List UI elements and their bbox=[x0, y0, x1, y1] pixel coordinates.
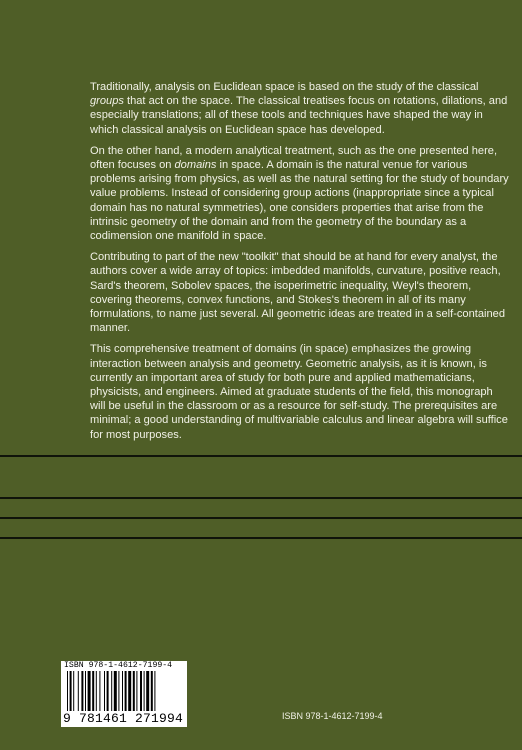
paragraph-1 bbox=[90, 80, 510, 137]
paragraph-3: Contributing to part of the new "toolkit" that should be at hand for every analyst, the authors cover a wide array of topics: imbedded manifolds, curvature, positive reach, Sard's theorem, Sobolev spaces, the isoperimetric inequality, Weyl's theorem, covering theorems, convex functions, and Stokes's theorem in all of its many formulations, to name just several. All geometric ideas are treated in a self-contained manner. bbox=[90, 251, 505, 335]
isbn-text: ISBN 978-1-4612-7199-4 bbox=[282, 711, 383, 721]
divider-rule-3 bbox=[0, 517, 522, 519]
p2-text-a: On the other hand, a modern analytical treatment, such as the one presented here, often focuses on bbox=[90, 144, 498, 172]
divider-rule-2 bbox=[0, 497, 522, 499]
p1-text-b: that act on the space. The classical treatises focus on rotations, dilations, and especially translations; all of these tools and techniques have shaped the way in which classical analysis on Euclidean space has developed. bbox=[90, 95, 508, 136]
p2-text-b: in space. A domain is the natural venue for various problems arising from physics, as well as the natural setting for the study of boundary value problems. Instead of considering group actions (inappropriate since a typical domain has no natural symmetries), one considers properties that arise from the intrinsic geometry of the domain and from the geometry of the boundary as a codimension one manifold in space. bbox=[90, 159, 509, 243]
paragraph-2 bbox=[90, 144, 510, 243]
barcode bbox=[61, 661, 187, 727]
divider-rule-4 bbox=[0, 537, 522, 539]
barcode-isbn-label: ISBN 978-1-4612-7199-4 bbox=[64, 661, 173, 670]
p2-emphasis: domains bbox=[174, 159, 217, 172]
barcode-bars bbox=[67, 671, 181, 713]
paragraph-4: This comprehensive treatment of domains (in space) emphasizes the growing interaction between analysis and geometry. Geometric analysis, as it is known, is currently an important area of study for both pure and applied mathematicians, physicists, and engineers. Aimed at graduate students of the field, this monograph will be useful in the classroom or as a resource for self-study. The prerequisites are minimal; a good understanding of multivariable calculus and linear algebra will suffice for most purposes. bbox=[90, 343, 508, 441]
divider-rule-1 bbox=[0, 455, 522, 457]
barcode-digits: 9 781461 271994 bbox=[63, 711, 184, 726]
back-cover-blurb bbox=[90, 80, 510, 449]
p1-text-a: Traditionally, analysis on Euclidean space is based on the study of the classical bbox=[90, 81, 479, 93]
p1-emphasis: groups bbox=[90, 95, 124, 108]
